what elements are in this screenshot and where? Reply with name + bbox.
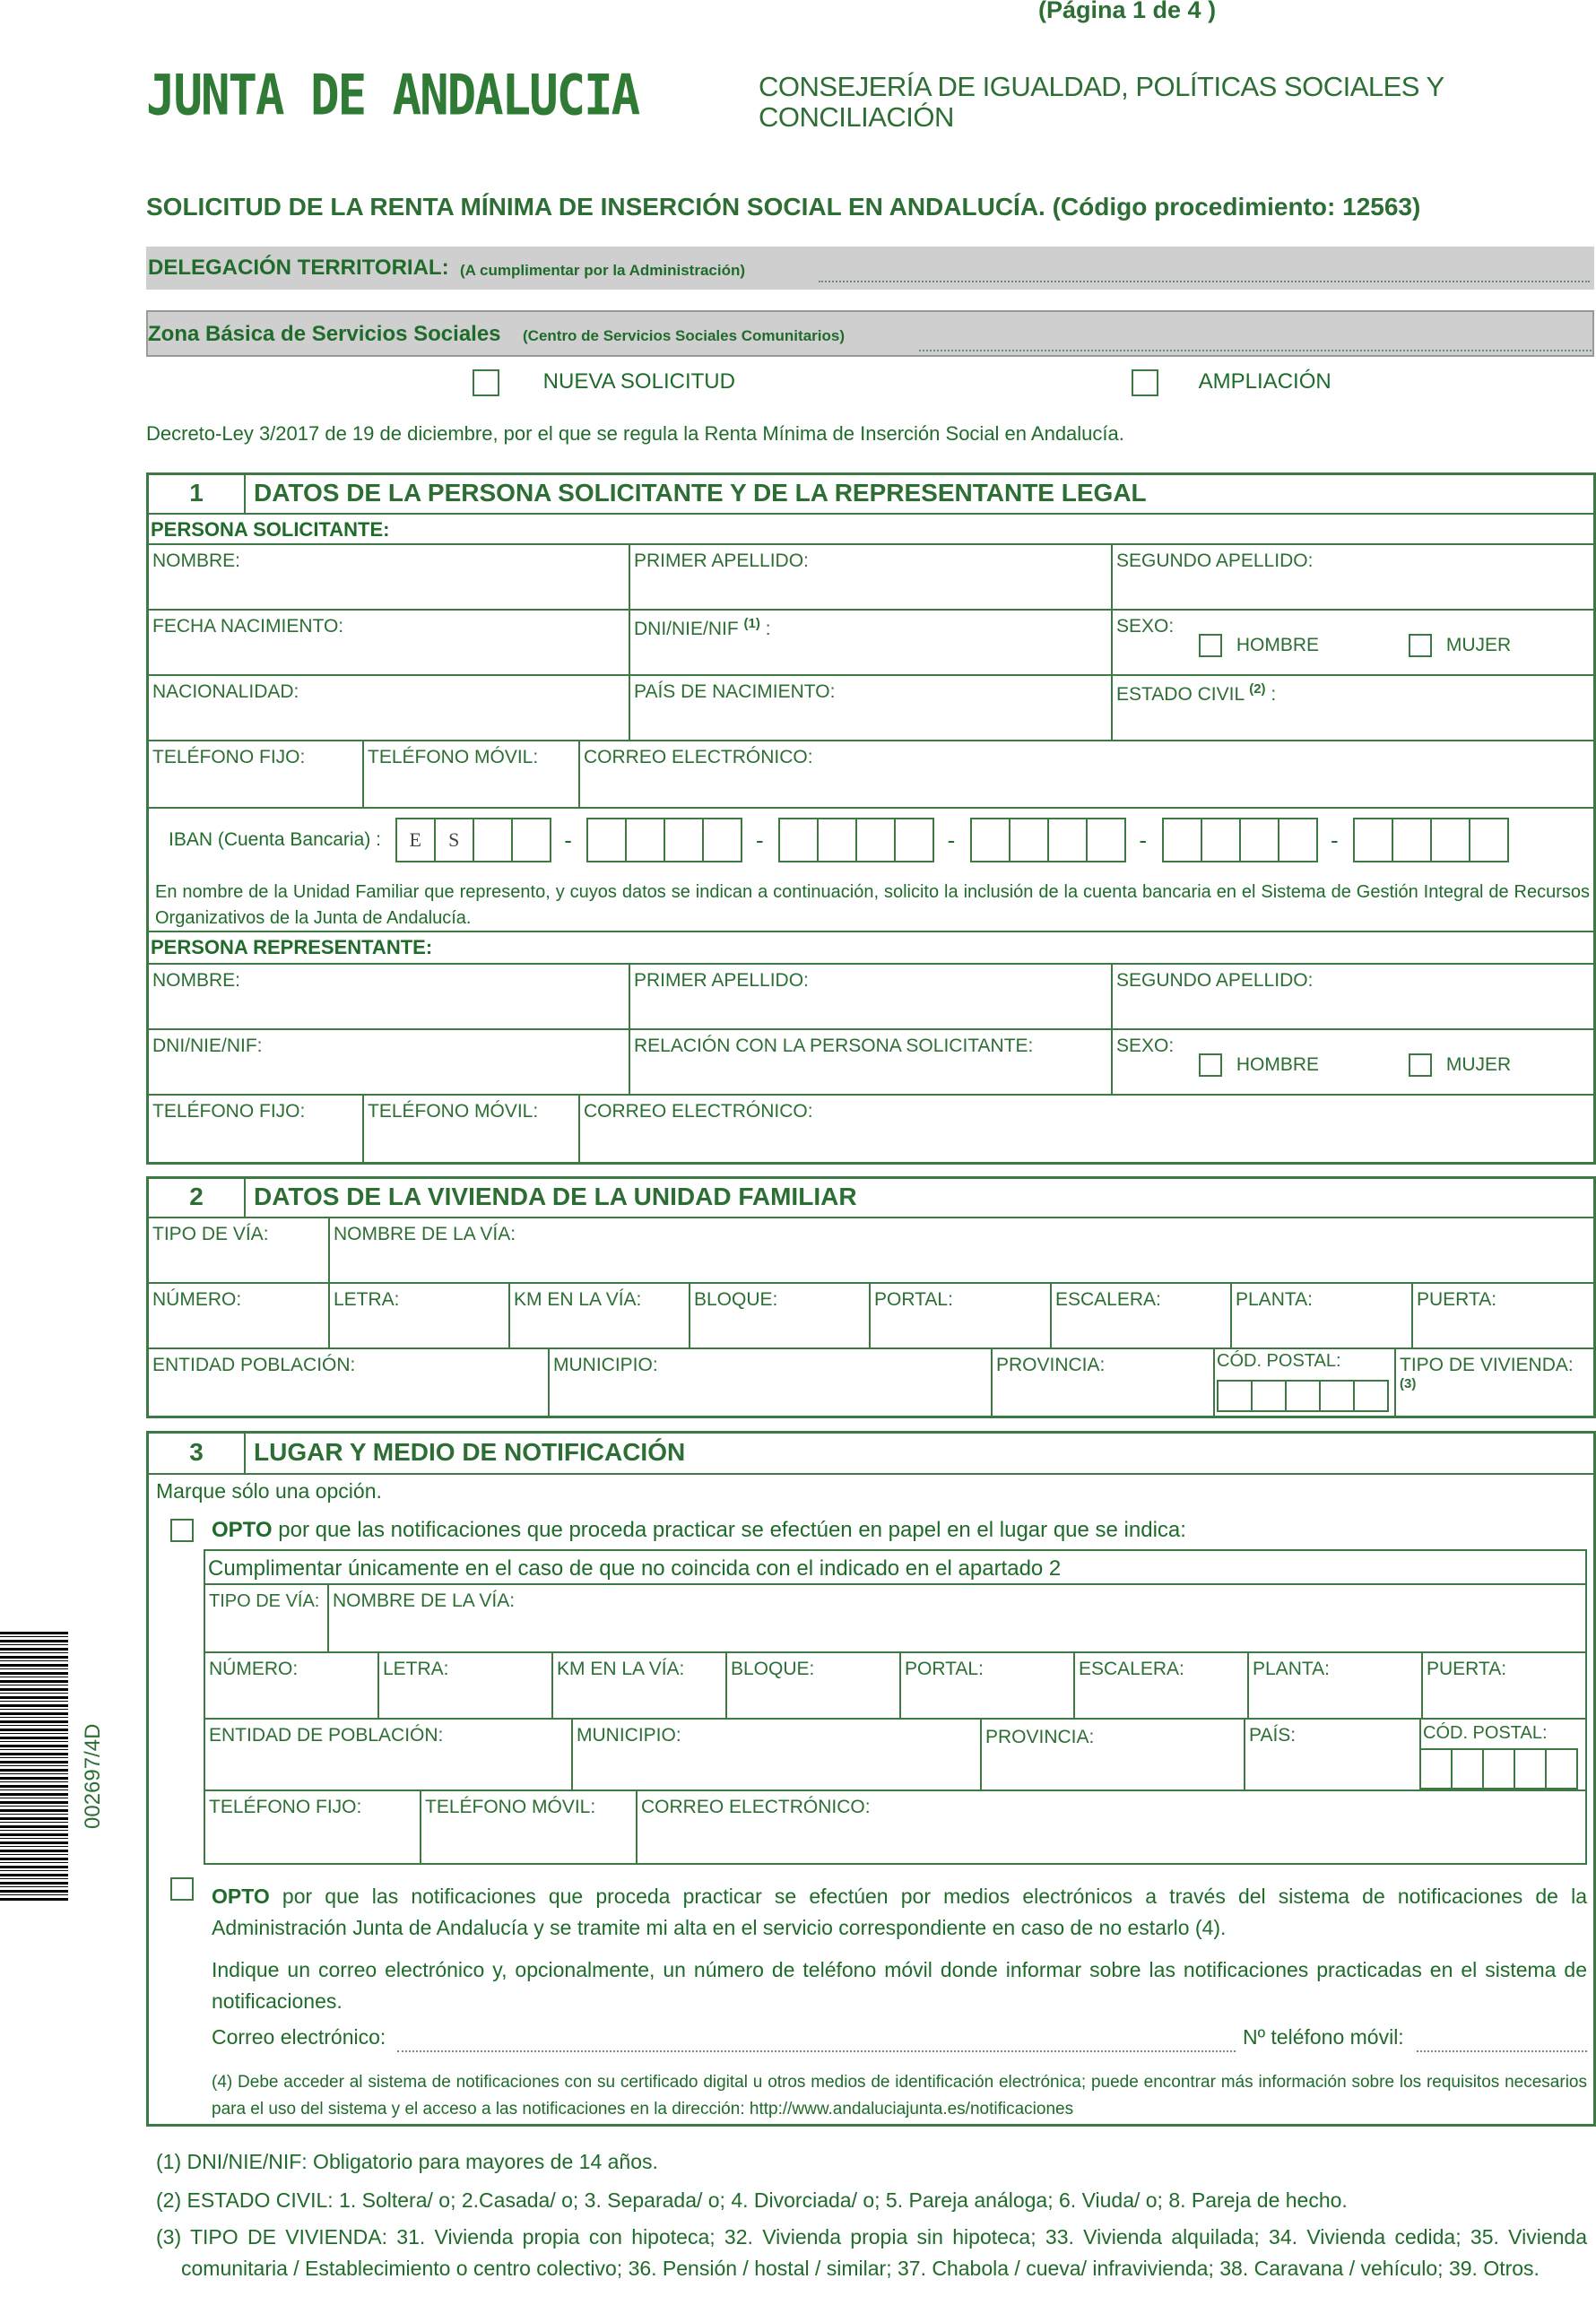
apellido2-label: SEGUNDO APELLIDO: bbox=[1116, 550, 1314, 571]
rep-dni-label: DNI/NIE/NIF: bbox=[152, 1036, 263, 1056]
notif-letra-label: LETRA: bbox=[383, 1659, 449, 1679]
side-code: 002697/4D bbox=[81, 1723, 105, 1829]
vivienda-planta-field[interactable] bbox=[1232, 1284, 1413, 1349]
representante-dni-field[interactable] bbox=[149, 1030, 630, 1096]
nueva-solicitud-option[interactable] bbox=[473, 369, 735, 396]
notif-tel-fijo-label: TELÉFONO FIJO: bbox=[209, 1797, 362, 1817]
notif-km-label: KM EN LA VÍA: bbox=[557, 1659, 685, 1679]
hombre-label: HOMBRE bbox=[1236, 634, 1320, 655]
vivienda-km-field[interactable] bbox=[510, 1284, 690, 1349]
notif-provincia-field[interactable] bbox=[982, 1720, 1245, 1791]
zona-input[interactable] bbox=[919, 350, 1592, 351]
opt-papel-checkbox[interactable] bbox=[170, 1519, 194, 1542]
notif-planta-field[interactable] bbox=[1249, 1653, 1423, 1720]
iban-digit[interactable] bbox=[473, 818, 513, 862]
tel-movil-label: TELÉFONO MÓVIL: bbox=[368, 747, 539, 767]
iban-digit[interactable] bbox=[817, 818, 857, 862]
iban-digit[interactable] bbox=[1278, 818, 1318, 862]
hombre-option[interactable] bbox=[1199, 634, 1319, 657]
rep-apellido1-label: PRIMER APELLIDO: bbox=[634, 970, 809, 991]
solicitante-fecha-field[interactable] bbox=[149, 611, 630, 676]
notif-entidad-label: ENTIDAD DE POBLACIÓN: bbox=[209, 1725, 444, 1746]
correo-label: CORREO ELECTRÓNICO: bbox=[584, 747, 813, 767]
vivienda-nombre-via-field[interactable] bbox=[330, 1218, 1593, 1284]
vivienda-portal-field[interactable] bbox=[871, 1284, 1052, 1349]
relacion-label: RELACIÓN CON LA PERSONA SOLICITANTE: bbox=[634, 1036, 1034, 1056]
mujer-label: MUJER bbox=[1445, 634, 1512, 655]
viv-letra-label: LETRA: bbox=[334, 1289, 400, 1310]
solicitante-correo-field[interactable] bbox=[580, 741, 1593, 809]
representante-tel-fijo-field[interactable] bbox=[149, 1096, 364, 1162]
vivienda-escalera-field[interactable] bbox=[1052, 1284, 1232, 1349]
iban-digit[interactable] bbox=[1086, 818, 1126, 862]
iban-digit[interactable] bbox=[1162, 818, 1202, 862]
section-1-title: DATOS DE LA PERSONA SOLICITANTE Y DE LA REPRESENTANTE LEGAL bbox=[254, 479, 1147, 507]
representante-correo-field[interactable] bbox=[580, 1096, 1593, 1162]
estado-civil-label: ESTADO CIVIL bbox=[1116, 684, 1245, 705]
representante-apellido1-field[interactable] bbox=[630, 965, 1113, 1030]
notif-entidad-field[interactable] bbox=[205, 1720, 573, 1791]
iban-prefix-s: S bbox=[434, 818, 474, 862]
iban-row: IBAN (Cuenta Bancaria) : E S - - - - - bbox=[169, 818, 1507, 862]
iban-digit[interactable] bbox=[1009, 818, 1049, 862]
solicitante-header: PERSONA SOLICITANTE: bbox=[151, 518, 390, 541]
rep-tel-movil-label: TELÉFONO MÓVIL: bbox=[368, 1101, 539, 1122]
dni-label: DNI/NIE/NIF bbox=[634, 619, 739, 639]
section-3-title: LUGAR Y MEDIO DE NOTIFICACIÓN bbox=[254, 1438, 686, 1466]
zona-bar bbox=[146, 310, 1594, 357]
iban-digit[interactable] bbox=[1239, 818, 1279, 862]
vivienda-letra-field[interactable] bbox=[330, 1284, 510, 1349]
viv-cod-postal-label: CÓD. POSTAL: bbox=[1217, 1351, 1341, 1371]
rep-mujer-checkbox[interactable] bbox=[1409, 1053, 1432, 1077]
apellido1-label: PRIMER APELLIDO: bbox=[634, 550, 809, 571]
notif-escalera-field[interactable] bbox=[1075, 1653, 1249, 1720]
pais-label: PAÍS DE NACIMIENTO: bbox=[634, 681, 836, 702]
opt-papel-text bbox=[212, 1518, 1186, 1543]
marque-text: Marque sólo una opción. bbox=[156, 1479, 382, 1503]
solicitante-tel-movil-field[interactable] bbox=[364, 741, 580, 809]
delegacion-note: (A cumplimentar por la Administración) bbox=[460, 262, 746, 279]
notif-municipio-field[interactable] bbox=[573, 1720, 982, 1791]
notif-cod-postal-field[interactable] bbox=[1421, 1720, 1585, 1791]
delegacion-bar bbox=[146, 247, 1594, 290]
vivienda-bloque-field[interactable] bbox=[690, 1284, 871, 1349]
solicitante-apellido1-field[interactable] bbox=[630, 545, 1113, 611]
iban-digit[interactable] bbox=[970, 818, 1011, 862]
notif-planta-label: PLANTA: bbox=[1253, 1659, 1330, 1679]
viv-cod-postal-boxes[interactable] bbox=[1217, 1380, 1387, 1412]
rep-apellido2-label: SEGUNDO APELLIDO: bbox=[1116, 970, 1314, 991]
section-2-title: DATOS DE LA VIVIENDA DE LA UNIDAD FAMILIAR bbox=[254, 1183, 857, 1210]
opto-label-2: OPTO bbox=[212, 1885, 270, 1908]
vivienda-provincia-field[interactable] bbox=[993, 1349, 1215, 1416]
opt-electronico-checkbox[interactable] bbox=[170, 1877, 194, 1901]
opt-electronico-text bbox=[212, 1881, 1587, 1944]
rep-hombre-option[interactable] bbox=[1199, 1053, 1319, 1077]
rep-nombre-label: NOMBRE: bbox=[152, 970, 241, 991]
solicitante-estado-civil-field[interactable] bbox=[1113, 676, 1593, 741]
viv-municipio-label: MUNICIPIO: bbox=[553, 1355, 658, 1375]
nueva-checkbox[interactable] bbox=[473, 369, 499, 396]
zona-note: (Centro de Servicios Sociales Comunitarios) bbox=[523, 327, 845, 344]
notif-municipio-label: MUNICIPIO: bbox=[577, 1725, 681, 1746]
telefono-movil-label: Nº teléfono móvil: bbox=[1243, 2025, 1404, 2049]
representante-tel-movil-field[interactable] bbox=[364, 1096, 580, 1162]
zona-label: Zona Básica de Servicios Sociales bbox=[148, 322, 501, 346]
rep-mujer-option[interactable] bbox=[1409, 1053, 1511, 1077]
iban-digit[interactable] bbox=[586, 818, 627, 862]
notif-puerta-field[interactable] bbox=[1423, 1653, 1585, 1720]
notif-puerta-label: PUERTA: bbox=[1427, 1659, 1507, 1679]
notif-nombre-via-field[interactable] bbox=[329, 1585, 1585, 1653]
solicitante-sexo-field bbox=[1113, 611, 1593, 676]
solicitante-nombre-field[interactable] bbox=[149, 545, 630, 611]
sexo-label: SEXO: bbox=[1116, 616, 1175, 637]
representante-nombre-field[interactable] bbox=[149, 965, 630, 1030]
viv-puerta-label: PUERTA: bbox=[1417, 1289, 1497, 1310]
notif-tel-fijo-field[interactable] bbox=[205, 1791, 421, 1863]
notif-numero-field[interactable] bbox=[205, 1653, 379, 1720]
viv-tipo-via-label: TIPO DE VÍA: bbox=[152, 1224, 269, 1244]
nueva-label: NUEVA SOLICITUD bbox=[542, 369, 735, 394]
opt-electronico-label: por que las notificaciones que proceda practicar se efectúen por medios electrónicos a través del sistema de notificaciones de la Administración Junta de Andalucía y se tramite mi alta en el servicio correspondiente en caso de no estarlo (4). bbox=[212, 1885, 1587, 1939]
tipo-vivienda-label: TIPO DE VIVIENDA: bbox=[1400, 1355, 1574, 1375]
notif-correo-field[interactable] bbox=[638, 1791, 1585, 1863]
tipo-vivienda-footnote-ref: (3) bbox=[1400, 1376, 1417, 1391]
iban-consent-text: En nombre de la Unidad Familiar que represento, y cuyos datos se indican a continuación, solicito la inclusión de la cuenta bancaria en el Sistema de Gestión Integral de Recursos Organizativos de la Junta de Andalucía. bbox=[155, 882, 1590, 928]
viv-provincia-label: PROVINCIA: bbox=[996, 1355, 1106, 1375]
notif-cod-postal-boxes[interactable] bbox=[1419, 1748, 1576, 1789]
viv-portal-label: PORTAL: bbox=[874, 1289, 953, 1310]
dni-colon: : bbox=[765, 619, 771, 639]
vivienda-cod-postal-field[interactable] bbox=[1215, 1349, 1396, 1416]
rep-tel-fijo-label: TELÉFONO FIJO: bbox=[152, 1101, 306, 1122]
vivienda-entidad-field[interactable] bbox=[149, 1349, 550, 1416]
correo-electronico-label: Correo electrónico: bbox=[212, 2025, 386, 2049]
fecha-label: FECHA NACIMIENTO: bbox=[152, 616, 344, 637]
estado-footnote-ref: (2) bbox=[1249, 681, 1266, 697]
nota-4: (4) Debe acceder al sistema de notificaciones con su certificado digital u otros medios de identificación electrónica; puede encontrar más información sobre los requisitos necesarios para el uso del sistema y el acceso a las notificaciones en la dirección: http://www.andaluciajunta.es/notificaciones bbox=[212, 2073, 1587, 2119]
iban-digit[interactable] bbox=[1047, 818, 1088, 862]
solicitante-dni-field[interactable] bbox=[630, 611, 1113, 676]
rep-sexo-label: SEXO: bbox=[1116, 1036, 1175, 1056]
representante-apellido2-field[interactable] bbox=[1113, 965, 1593, 1030]
viv-entidad-label: ENTIDAD POBLACIÓN: bbox=[152, 1355, 356, 1375]
estado-colon: : bbox=[1271, 684, 1277, 705]
vivienda-puerta-field[interactable] bbox=[1413, 1284, 1593, 1349]
ampliacion-checkbox[interactable] bbox=[1132, 369, 1158, 396]
notif-letra-field[interactable] bbox=[379, 1653, 553, 1720]
cumplimentar-note: Cumplimentar únicamente en el caso de que no coincida con el indicado en el apartado 2 bbox=[208, 1556, 1062, 1581]
rep-hombre-label: HOMBRE bbox=[1236, 1053, 1320, 1075]
vivienda-tipo-field[interactable] bbox=[1396, 1349, 1593, 1416]
junta-logo: JUNTA DE ANDALUCIA bbox=[146, 63, 639, 128]
telefono-movil-input[interactable] bbox=[1417, 2050, 1587, 2052]
indique-text: Indique un correo electrónico y, opcionalmente, un número de teléfono móvil donde informar sobre las notificaciones practicadas en el sistema de notificaciones. bbox=[212, 1958, 1587, 2013]
iban-digit[interactable] bbox=[778, 818, 819, 862]
consejeria-title: CONSEJERÍA DE IGUALDAD, POLÍTICAS SOCIALES Y CONCILIACIÓN bbox=[759, 71, 1444, 133]
solicitante-tel-fijo-field[interactable] bbox=[149, 741, 364, 809]
opt-papel-label: por que las notificaciones que proceda practicar se efectúen en papel en el lugar que se indica: bbox=[278, 1518, 1186, 1542]
rep-hombre-checkbox[interactable] bbox=[1199, 1053, 1222, 1077]
tel-fijo-label: TELÉFONO FIJO: bbox=[152, 747, 306, 767]
viv-numero-label: NÚMERO: bbox=[152, 1289, 242, 1310]
mujer-option[interactable] bbox=[1409, 634, 1511, 657]
iban-digit[interactable] bbox=[1201, 818, 1241, 862]
nombre-label: NOMBRE: bbox=[152, 550, 241, 571]
solicitante-apellido2-field[interactable] bbox=[1113, 545, 1593, 611]
section-1-number: 1 bbox=[189, 479, 204, 507]
notif-portal-field[interactable] bbox=[901, 1653, 1075, 1720]
notif-provincia-label: PROVINCIA: bbox=[985, 1727, 1095, 1747]
ampliacion-label: AMPLIACIÓN bbox=[1198, 369, 1331, 394]
iban-prefix-e: E bbox=[395, 818, 436, 862]
iban-digit[interactable] bbox=[894, 818, 934, 862]
section-3-number: 3 bbox=[189, 1438, 204, 1466]
form-title: SOLICITUD DE LA RENTA MÍNIMA DE INSERCIÓN SOCIAL EN ANDALUCÍA. (Código procedimiento: 12563) bbox=[146, 193, 1421, 221]
viv-planta-label: PLANTA: bbox=[1236, 1289, 1313, 1310]
iban-digit[interactable] bbox=[1392, 818, 1432, 862]
nacionalidad-label: NACIONALIDAD: bbox=[152, 681, 299, 702]
viv-km-label: KM EN LA VÍA: bbox=[514, 1289, 642, 1310]
viv-escalera-label: ESCALERA: bbox=[1055, 1289, 1161, 1310]
footnote-3: (3) TIPO DE VIVIENDA: 31. Vivienda propia con hipoteca; 32. Vivienda propia sin hipoteca; 33. Vivienda alquilada; 34. Vivienda cedida; 35. Vivienda comunitaria / Establecimiento o centro colectivo; 36. Pensión / hostal / similar; 37. Chabola / cueva/ infravivienda; 38. Caravana / vehículo; 39. Otros. bbox=[156, 2225, 1587, 2280]
mujer-checkbox[interactable] bbox=[1409, 634, 1432, 657]
footnote-1: (1) DNI/NIE/NIF: Obligatorio para mayores de 14 años. bbox=[156, 2150, 658, 2173]
notif-bloque-field[interactable] bbox=[727, 1653, 901, 1720]
delegacion-input[interactable] bbox=[819, 281, 1590, 282]
correo-electronico-input[interactable] bbox=[397, 2050, 1236, 2052]
notif-tipo-via-label: TIPO DE VÍA: bbox=[209, 1591, 320, 1611]
notif-pais-field[interactable] bbox=[1245, 1720, 1421, 1791]
iban-digit[interactable] bbox=[855, 818, 896, 862]
iban-digit[interactable] bbox=[664, 818, 704, 862]
notif-portal-label: PORTAL: bbox=[905, 1659, 984, 1679]
hombre-checkbox[interactable] bbox=[1199, 634, 1222, 657]
ampliacion-option[interactable] bbox=[1132, 369, 1331, 396]
delegacion-label: DELEGACIÓN TERRITORIAL: bbox=[148, 256, 449, 280]
notif-tel-movil-field[interactable] bbox=[421, 1791, 638, 1863]
iban-digit[interactable] bbox=[1469, 818, 1509, 862]
iban-digit[interactable] bbox=[702, 818, 742, 862]
notif-tipo-via-field[interactable] bbox=[205, 1585, 329, 1653]
page-indicator: (Página 1 de 4 ) bbox=[1038, 0, 1217, 23]
vivienda-municipio-field[interactable] bbox=[550, 1349, 993, 1416]
decreto-text: Decreto-Ley 3/2017 de 19 de diciembre, por el que se regula la Renta Mínima de Inserción Social en Andalucía. bbox=[146, 422, 1124, 445]
iban-digit[interactable] bbox=[1430, 818, 1470, 862]
notif-escalera-label: ESCALERA: bbox=[1079, 1659, 1184, 1679]
solicitante-pais-field[interactable] bbox=[630, 676, 1113, 741]
representante-sexo-field bbox=[1113, 1030, 1593, 1096]
notif-correo-label: CORREO ELECTRÓNICO: bbox=[641, 1797, 871, 1817]
representante-header: PERSONA REPRESENTANTE: bbox=[151, 936, 433, 958]
notif-numero-label: NÚMERO: bbox=[209, 1659, 299, 1679]
viv-nombre-via-label: NOMBRE DE LA VÍA: bbox=[334, 1224, 516, 1244]
footnote-2: (2) ESTADO CIVIL: 1. Soltera/ o; 2.Casada/ o; 3. Separada/ o; 4. Divorciada/ o; 5. Pareja análoga; 6. Viuda/ o; 8. Pareja de hecho. bbox=[156, 2188, 1348, 2212]
notif-bloque-label: BLOQUE: bbox=[731, 1659, 815, 1679]
opto-label: OPTO bbox=[212, 1518, 273, 1542]
notif-cod-postal-label: CÓD. POSTAL: bbox=[1423, 1723, 1548, 1743]
vivienda-numero-field[interactable] bbox=[149, 1284, 330, 1349]
section-2-number: 2 bbox=[189, 1183, 204, 1210]
notif-km-field[interactable] bbox=[553, 1653, 727, 1720]
iban-label: IBAN (Cuenta Bancaria) : bbox=[169, 829, 381, 850]
notif-pais-label: PAÍS: bbox=[1249, 1725, 1297, 1746]
barcode bbox=[0, 1632, 68, 1902]
rep-correo-label: CORREO ELECTRÓNICO: bbox=[584, 1101, 813, 1122]
viv-bloque-label: BLOQUE: bbox=[694, 1289, 778, 1310]
vivienda-tipo-via-field[interactable] bbox=[149, 1218, 330, 1284]
solicitante-nacionalidad-field[interactable] bbox=[149, 676, 630, 741]
rep-mujer-label: MUJER bbox=[1445, 1053, 1512, 1075]
iban-digit[interactable] bbox=[625, 818, 665, 862]
iban-digit[interactable] bbox=[511, 818, 551, 862]
notif-tel-movil-label: TELÉFONO MÓVIL: bbox=[425, 1797, 596, 1817]
notif-nombre-via-label: NOMBRE DE LA VÍA: bbox=[333, 1590, 516, 1611]
dni-footnote-ref: (1) bbox=[743, 616, 760, 631]
iban-digit[interactable] bbox=[1353, 818, 1393, 862]
representante-relacion-field[interactable] bbox=[630, 1030, 1113, 1096]
